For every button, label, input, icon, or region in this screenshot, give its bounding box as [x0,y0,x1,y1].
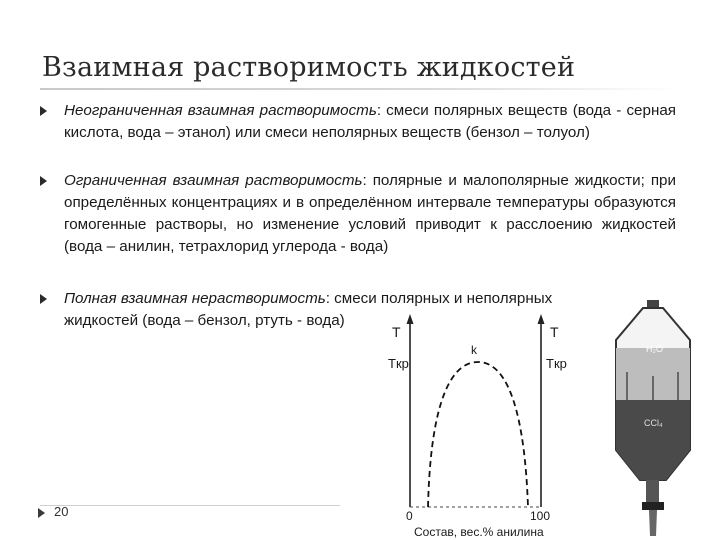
x-min-label: 0 [406,509,413,523]
bullet-arrow-icon [40,294,47,304]
left-y-label: T [392,324,401,340]
bullet-description: : смеси полярных веществ (вода - серная кислота, вода – этанол) или смеси неполярных веществ (бензол – толуол) [64,102,677,141]
bullet-term: Ограниченная взаимная растворимость [64,172,363,189]
bullet-description: : смеси полярных и неполярных жидкостей (вода – бензол, ртуть - вода) [64,290,553,329]
separatory-funnel-icon [616,300,690,536]
tkr-left-label: Tкр [388,356,409,371]
phase-diagram [360,300,720,540]
right-axis-arrow-icon [538,314,545,324]
bullet-arrow-icon [40,176,47,186]
bullet-item-2 [40,170,676,258]
binodal-curve [428,362,528,507]
critical-point-label: k [471,343,477,357]
x-max-label: 100 [530,509,551,523]
footer-divider [40,505,340,506]
bullet-arrow-icon [40,106,47,116]
x-axis-label: Состав, вес.% анилина [414,525,544,539]
tkr-right-label: Tкр [546,356,567,371]
bullet-term: Неограниченная взаимная растворимость [64,102,377,119]
ccl4-layer-label: CCl₄ [644,418,663,428]
bullet-text [64,100,676,144]
bullet-description: : полярные и малополярные жидкости; при определённых концентрациях и в определённом интервале температуры образуются гомогенные растворы, но изменение условий приводит к расслоению жидкостей (вода – анилин, тетрахлорид углерода - вода) [64,172,676,255]
water-layer-label: H₂O [646,344,663,354]
right-y-label: T [550,324,559,340]
title-divider [40,88,680,90]
bullet-item-1 [40,100,676,144]
bullet-text [64,170,676,258]
page-marker-icon [38,508,45,518]
left-axis-arrow-icon [407,314,414,324]
bullet-term: Полная взаимная нерастворимость [64,290,326,307]
page-number: 20 [54,504,69,519]
slide-title: Взаимная растворимость жидкостей [42,52,576,83]
